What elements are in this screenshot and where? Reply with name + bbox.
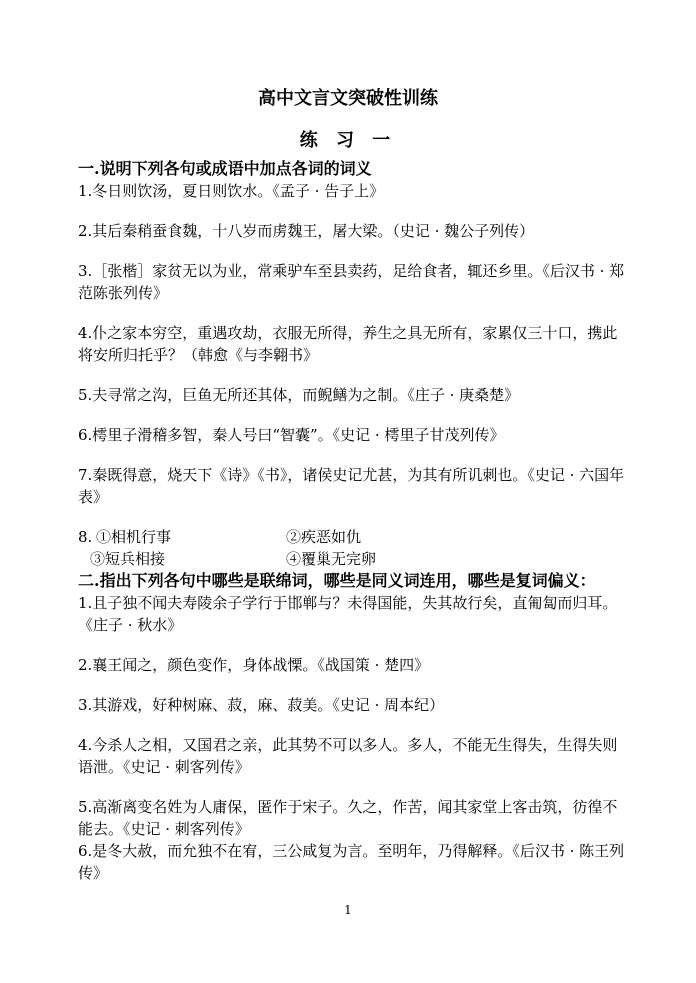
section2-heading: 二.指出下列各句中哪些是联绵词，哪些是同义词连用，哪些是复词偏义： (78, 571, 596, 590)
section1-item-5: 5.夫寻常之沟，巨鱼无所还其体，而鲵鳝为之制。《庄子 · 庚桑楚》 (78, 386, 520, 404)
section1-item-1: 1.冬日则饮汤，夏日则饮水。《孟子 · 告子上》 (78, 182, 385, 200)
section1-item-4: 4.仆之家本穷空，重遇攻劫，衣服无所得，养生之具无所有，家累仅三十口，携此将安所归托乎？（韩愈《与李翱书》 (78, 324, 618, 364)
page-number: 1 (344, 903, 352, 917)
exercise-subtitle: 练 习 一 (299, 130, 397, 151)
section1-item-3: 3.［张楷］家贫无以为业，常乘驴车至县卖药，足给食者，辄还乡里。《后汉书 · 郑范陈张列传》 (78, 262, 625, 302)
section2-item-2: 2.襄王闻之，颜色变作，身体战慄。《战国策 · 楚四》 (78, 656, 430, 674)
section1-heading: 一.说明下列各句或成语中加点各词的词义 (78, 159, 372, 178)
section1-item-8-option-2: ②疾恶如仇 (286, 528, 362, 546)
section2-item-5: 5.高渐离变名姓为人庸保，匿作于宋子。久之，作苦，闻其家堂上客击筑，彷徨不能去。《史记 · 刺客列传》 (78, 798, 618, 838)
section2-item-3: 3.其游戏，好种树麻、菽，麻、菽美。《史记 · 周本纪） (78, 696, 445, 714)
section2-item-1: 1.且子独不闻夫寿陵余子学行于邯郸与？未得国能，失其故行矣，直匍匐而归耳。《庄子 · 秋水》 (78, 594, 618, 634)
section1-item-8-row2 (78, 548, 626, 570)
section1-item-8-row1 (78, 526, 626, 548)
section1-item-2: 2.其后秦稍蚕食魏，十八岁而虏魏王，屠大梁。（史记 · 魏公子列传） (78, 222, 535, 240)
section1-item-6: 6.樗里子滑稽多智，秦人号曰“智囊”。《史记 · 樗里子甘茂列传》 (78, 426, 505, 444)
section1-item-7: 7.秦既得意，烧天下《诗》《书》，诸侯史记尤甚，为其有所讥刺也。《史记 · 六国年表》 (78, 466, 625, 506)
section2-item-4: 4.今杀人之相，又国君之亲，此其势不可以多人。多人，不能无生得失，生得失则语泄。《史记 · 刺客列传》 (78, 736, 618, 776)
section1-item-8-option-4: ④覆巢无完卵 (286, 550, 377, 568)
document-title: 高中文言文突破性训练 (258, 88, 438, 109)
content-body (78, 158, 626, 884)
section1-item-8-option-3: ③短兵相接 (90, 550, 166, 568)
section1-item-8-number: 8. (78, 528, 93, 546)
section2-item-6: 6.是冬大赦，而允独不在宥，三公咸复为言。至明年，乃得解释。《后汉书 · 陈王列传》 (78, 842, 625, 882)
section1-item-8-option-1: ①相机行事 (96, 528, 172, 546)
